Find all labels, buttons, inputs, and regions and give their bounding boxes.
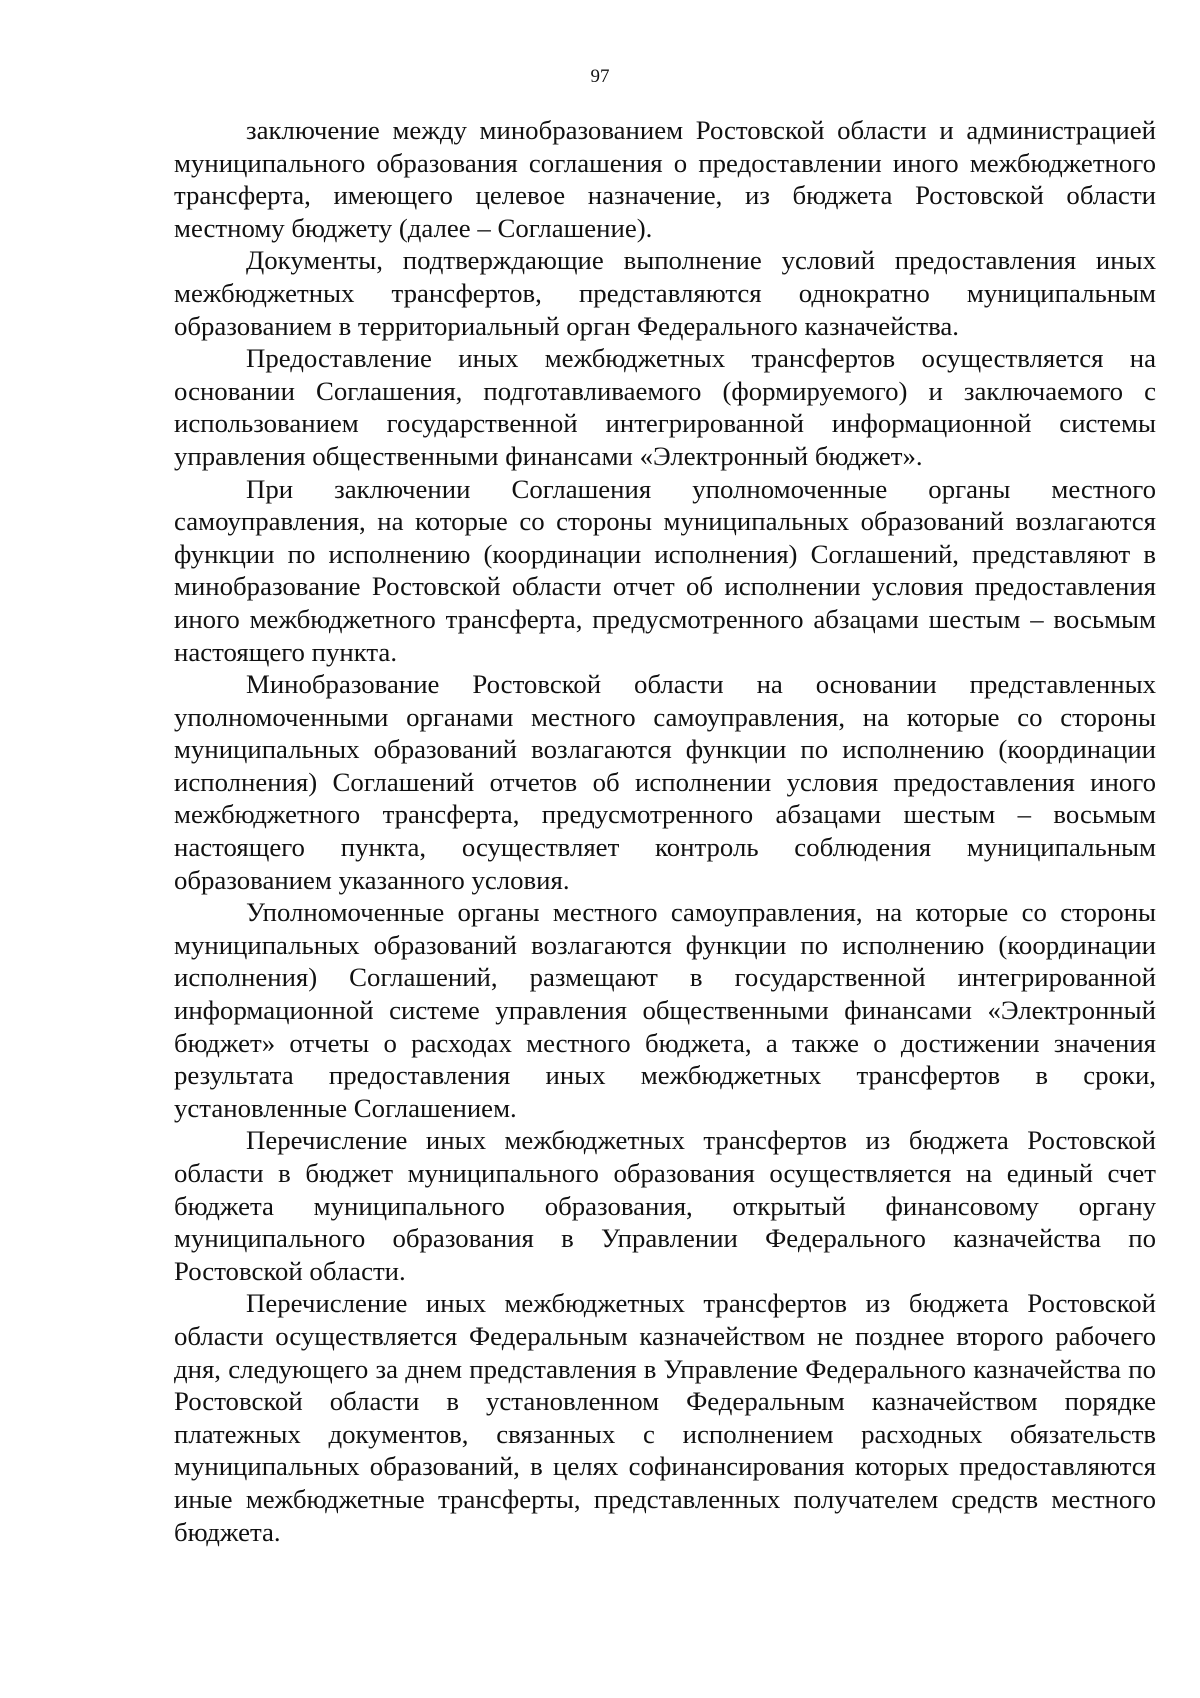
- document-body: [174, 114, 1156, 1548]
- page-number: 97: [590, 66, 610, 87]
- paragraph-report-submission: При заключении Соглашения уполномоченные органы местного самоуправления, на которые со стороны муниципальных образований возлагаются функции по исполнению (координации исполнения) Соглашений, представляют в минобразование Ростовской области отчет об исполнении условия предоставления иного межбюджетного трансферта, предусмотренного абзацами шестым – восьмым настоящего пункта.: [174, 473, 1156, 667]
- paragraph-control: Минобразование Ростовской области на основании представленных уполномоченными органами местного самоуправления, на которые со стороны муниципальных образований возлагаются функции по исполнению (координации исполнения) Соглашений отчетов об исполнении условия предоставления иного межбюджетного трансферта, предусмотренного абзацами шестым – восьмым настоящего пункта, осуществляет контроль соблюдения муниципальным образованием указанного условия.: [174, 669, 1156, 895]
- paragraph-transfer-timing: Перечисление иных межбюджетных трансфертов из бюджета Ростовской области осуществляется Федеральным казначейством не позднее второго рабочего дня, следующего за днем представления в Управление Федерального казначейства по Ростовской области в установленном Федеральным казначейством порядке платежных документов, связанных с исполнением расходных обязательств муниципальных образований, в целях софинансирования которых предоставляются иные межбюджетные трансферты, представленных получателем средств местного бюджета.: [174, 1288, 1156, 1547]
- paragraph-transfer-account: Перечисление иных межбюджетных трансфертов из бюджета Ростовской области в бюджет муниципального образования осуществляется на единый счет бюджета муниципального образования, открытый финансовому органу муниципального образования в Управлении Федерального казначейства по Ростовской области.: [174, 1125, 1156, 1286]
- paragraph-agreement-conclusion: заключение между минобразованием Ростовской области и администрацией муниципального образования соглашения о предоставлении иного межбюджетного трансферта, имеющего целевое назначение, из бюджета Ростовской области местному бюджету (далее – Соглашение).: [174, 115, 1156, 243]
- paragraph-documents-submission: Документы, подтверждающие выполнение условий предоставления иных межбюджетных трансфертов, представляются однократно муниципальным образованием в территориальный орган Федерального казначейства.: [174, 245, 1156, 341]
- paragraph-reports-posting: Уполномоченные органы местного самоуправления, на которые со стороны муниципальных образований возлагаются функции по исполнению (координации исполнения) Соглашений, размещают в государственной интегрированной информационной системе управления общественными финансами «Электронный бюджет» отчеты о расходах местного бюджета, а также о достижении значения результата предоставления иных межбюджетных трансфертов в сроки, установленные Соглашением.: [174, 897, 1156, 1123]
- paragraph-transfer-basis: Предоставление иных межбюджетных трансфертов осуществляется на основании Соглашения, подготавливаемого (формируемого) и заключаемого с использованием государственной интегрированной информационной системы управления общественными финансами «Электронный бюджет».: [174, 343, 1156, 471]
